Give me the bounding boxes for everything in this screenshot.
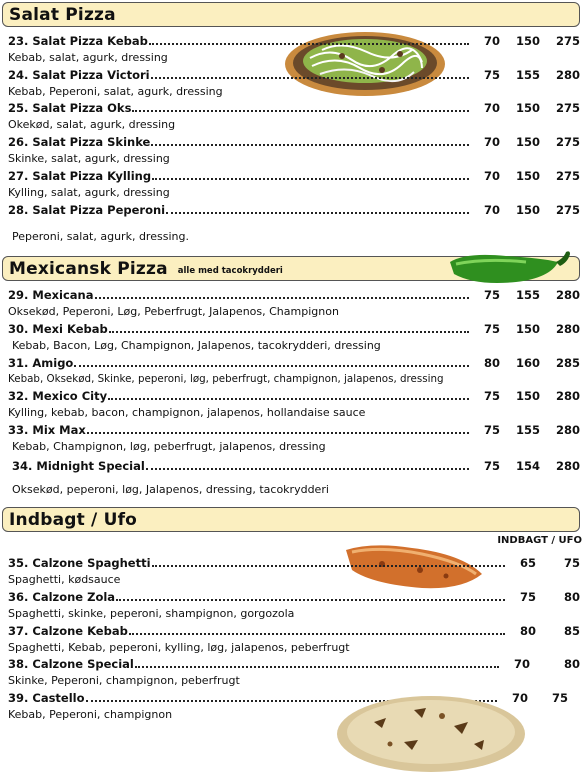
menu-item-30-desc: Kebab, Bacon, Løg, Champignon, Jalapenos, tacokrydderi, dressing	[12, 339, 381, 352]
menu-item-27-desc: Kylling, salat, agurk, dressing	[8, 186, 170, 199]
menu-item-32-desc: Kylling, kebab, bacon, champignon, jalapenos, hollandaise sauce	[8, 406, 366, 419]
menu-item-27: 27. Salat Pizza Kylling 70 150 275	[8, 169, 580, 183]
menu-item-32: 32. Mexico City 75 150 280	[8, 389, 580, 403]
menu-item-34: 34. Midnight Special 75 154 280	[12, 459, 580, 473]
menu-item-23-desc: Kebab, salat, agurk, dressing	[8, 51, 168, 64]
menu-item-38: 38. Calzone Special 70 80	[8, 657, 580, 671]
menu-item-28-desc: Peperoni, salat, agurk, dressing.	[12, 230, 189, 243]
menu-item-24-desc: Kebab, Peperoni, salat, agurk, dressing	[8, 85, 223, 98]
menu-item-36: 36. Calzone Zola 75 80	[8, 590, 580, 604]
section-title: Mexicansk Pizza	[9, 258, 168, 279]
menu-item-38-desc: Skinke, Peperoni, champignon, peberfrugt	[8, 674, 240, 687]
menu-item-35: 35. Calzone Spaghetti 65 75	[8, 556, 580, 570]
section-title: Salat Pizza	[9, 4, 116, 25]
menu-item-29-desc: Oksekød, Peperoni, Løg, Peberfrugt, Jalapenos, Champignon	[8, 305, 339, 318]
menu-item-39-desc: Kebab, Peperoni, champignon	[8, 708, 173, 721]
column-header-indbagt-ufo: INDBAGT / UFO	[497, 535, 582, 546]
menu-item-39: 39. Castello 70 75	[8, 691, 568, 705]
menu-item-26: 26. Salat Pizza Skinke 70 150 275	[8, 135, 580, 149]
section-header-salat-pizza	[2, 2, 580, 27]
section-subtitle: alle med tacokrydderi	[177, 265, 283, 276]
menu-item-31: 31. Amigo 80 160 285	[8, 356, 580, 370]
menu-item-24: 24. Salat Pizza Victori 75 155 280	[8, 68, 580, 82]
menu-item-25-desc: Okekød, salat, agurk, dressing	[8, 118, 176, 131]
menu-item-26-desc: Skinke, salat, agurk, dressing	[8, 152, 170, 165]
menu-item-23: 23. Salat Pizza Kebab 70 150 275	[8, 34, 580, 48]
menu-item-33-desc: Kebab, Champignon, løg, peberfrugt, jalapenos, dressing	[12, 440, 326, 453]
ufo-pizza-image	[334, 692, 528, 772]
menu-item-35-desc: Spaghetti, kødsauce	[8, 573, 121, 586]
menu-item-33: 33. Mix Max 75 155 280	[8, 423, 580, 437]
menu-item-30: 30. Mexi Kebab 75 150 280	[8, 322, 580, 336]
menu-item-28: 28. Salat Pizza Peperoni 70 150 275	[8, 203, 580, 217]
menu-item-37-desc: Spaghetti, Kebab, peperoni, kylling, løg, jalapenos, peberfrugt	[8, 641, 350, 654]
green-chili-pepper-image	[446, 248, 574, 286]
menu-item-25: 25. Salat Pizza Oks 70 150 275	[8, 101, 580, 115]
menu-item-37: 37. Calzone Kebab 80 85	[8, 624, 580, 638]
section-header-indbagt-ufo	[2, 507, 580, 532]
section-title: Indbagt / Ufo	[9, 509, 138, 530]
menu-item-31-desc: Kebab, Oksekød, Skinke, peperoni, løg, peberfrugt, champignon, jalapenos, dressing	[8, 373, 444, 385]
menu-item-29: 29. Mexicana 75 155 280	[8, 288, 580, 302]
menu-item-36-desc: Spaghetti, skinke, peperoni, shampignon, gorgozola	[8, 607, 295, 620]
menu-item-34-desc: Oksekød, peperoni, løg, Jalapenos, dressing, tacokrydderi	[12, 483, 329, 496]
